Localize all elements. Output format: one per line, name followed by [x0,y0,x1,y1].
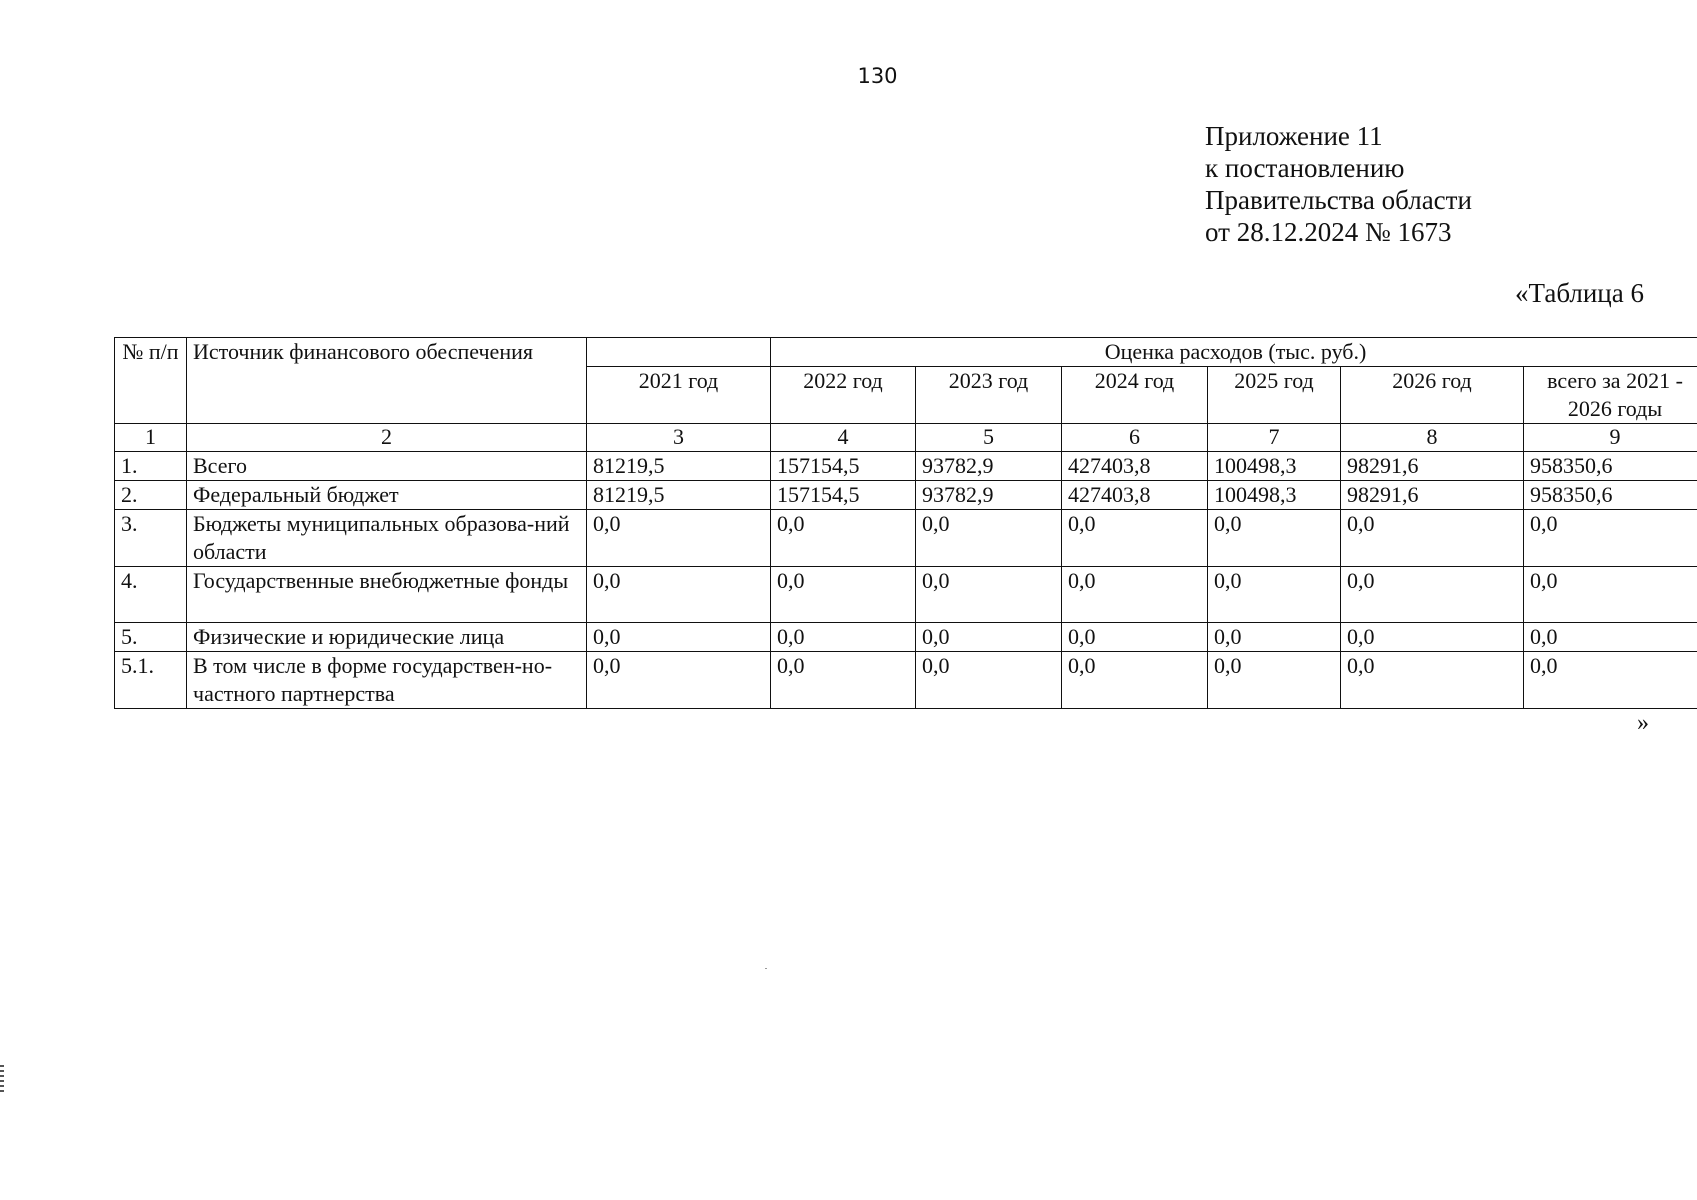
column-number-3: 3 [587,424,771,452]
header-num: № п/п [115,338,187,424]
row-value-5: 0,0 [1208,510,1341,567]
row-value-3: 0,0 [916,623,1062,652]
row-value-6: 98291,6 [1341,452,1524,481]
row-source: Федеральный бюджет [187,481,587,510]
row-value-4: 0,0 [1062,623,1208,652]
header-year-1: 2021 год [587,367,771,424]
row-value-3: 93782,9 [916,452,1062,481]
header-year-7: всего за 2021 - 2026 годы [1524,367,1697,424]
row-value-1: 0,0 [587,567,771,623]
row-value-4: 0,0 [1062,510,1208,567]
column-number-4: 4 [771,424,916,452]
table-row [115,567,1697,623]
row-value-1: 0,0 [587,623,771,652]
annex-line-1: Приложение 11 [1205,121,1383,151]
row-value-1: 0,0 [587,652,771,709]
closing-quote: » [1637,710,1649,736]
row-value-6: 98291,6 [1341,481,1524,510]
row-value-2: 157154,5 [771,452,916,481]
scan-dot [765,968,767,969]
column-number-5: 5 [916,424,1062,452]
row-value-5: 0,0 [1208,652,1341,709]
row-value-7: 0,0 [1524,510,1697,567]
row-value-5: 0,0 [1208,567,1341,623]
row-value-6: 0,0 [1341,652,1524,709]
financing-table [114,337,1697,709]
row-value-7: 0,0 [1524,623,1697,652]
row-number: 1. [115,452,187,481]
column-number-8: 8 [1341,424,1524,452]
row-value-2: 157154,5 [771,481,916,510]
row-value-3: 0,0 [916,510,1062,567]
page-number: 130 [857,64,898,88]
row-value-3: 0,0 [916,652,1062,709]
row-source: Государственные внебюджетные фонды [187,567,587,623]
row-source: Бюджеты муниципальных образова-ний области [187,510,587,567]
row-value-2: 0,0 [771,652,916,709]
header-empty-cell [587,338,771,367]
row-value-7: 0,0 [1524,567,1697,623]
column-number-2: 2 [187,424,587,452]
row-value-6: 0,0 [1341,623,1524,652]
row-value-2: 0,0 [771,623,916,652]
row-value-4: 427403,8 [1062,452,1208,481]
row-number: 2. [115,481,187,510]
column-number-6: 6 [1062,424,1208,452]
row-value-5: 0,0 [1208,623,1341,652]
header-year-3: 2023 год [916,367,1062,424]
table-row [115,452,1697,481]
row-value-7: 958350,6 [1524,481,1697,510]
row-number: 4. [115,567,187,623]
annex-line-4: от 28.12.2024 № 1673 [1205,217,1452,247]
table-row [115,510,1697,567]
header-year-2: 2022 год [771,367,916,424]
row-number: 5. [115,623,187,652]
annex-block [1205,120,1472,248]
annex-line-3: Правительства области [1205,185,1472,215]
row-value-7: 958350,6 [1524,452,1697,481]
row-source: Физические и юридические лица [187,623,587,652]
header-estimate: Оценка расходов (тыс. руб.) [771,338,1697,367]
header-source: Источник финансового обеспечения [187,338,587,424]
header-year-4: 2024 год [1062,367,1208,424]
column-number-7: 7 [1208,424,1341,452]
table-row [115,623,1697,652]
row-number: 3. [115,510,187,567]
table-row [115,481,1697,510]
row-value-1: 0,0 [587,510,771,567]
row-number: 5.1. [115,652,187,709]
table-row [115,652,1697,709]
table-caption: «Таблица 6 [1515,278,1644,308]
row-value-2: 0,0 [771,567,916,623]
row-source: Всего [187,452,587,481]
scan-artifact [0,1065,4,1095]
row-value-4: 427403,8 [1062,481,1208,510]
column-number-9: 9 [1524,424,1697,452]
column-number-1: 1 [115,424,187,452]
row-value-4: 0,0 [1062,567,1208,623]
row-value-3: 0,0 [916,567,1062,623]
row-value-1: 81219,5 [587,452,771,481]
row-value-3: 93782,9 [916,481,1062,510]
row-value-2: 0,0 [771,510,916,567]
header-year-5: 2025 год [1208,367,1341,424]
row-value-5: 100498,3 [1208,452,1341,481]
row-value-5: 100498,3 [1208,481,1341,510]
row-value-4: 0,0 [1062,652,1208,709]
row-value-7: 0,0 [1524,652,1697,709]
header-year-6: 2026 год [1341,367,1524,424]
row-value-1: 81219,5 [587,481,771,510]
row-source: В том числе в форме государствен-но-частного партнерства [187,652,587,709]
row-value-6: 0,0 [1341,510,1524,567]
row-value-6: 0,0 [1341,567,1524,623]
annex-line-2: к постановлению [1205,153,1405,183]
